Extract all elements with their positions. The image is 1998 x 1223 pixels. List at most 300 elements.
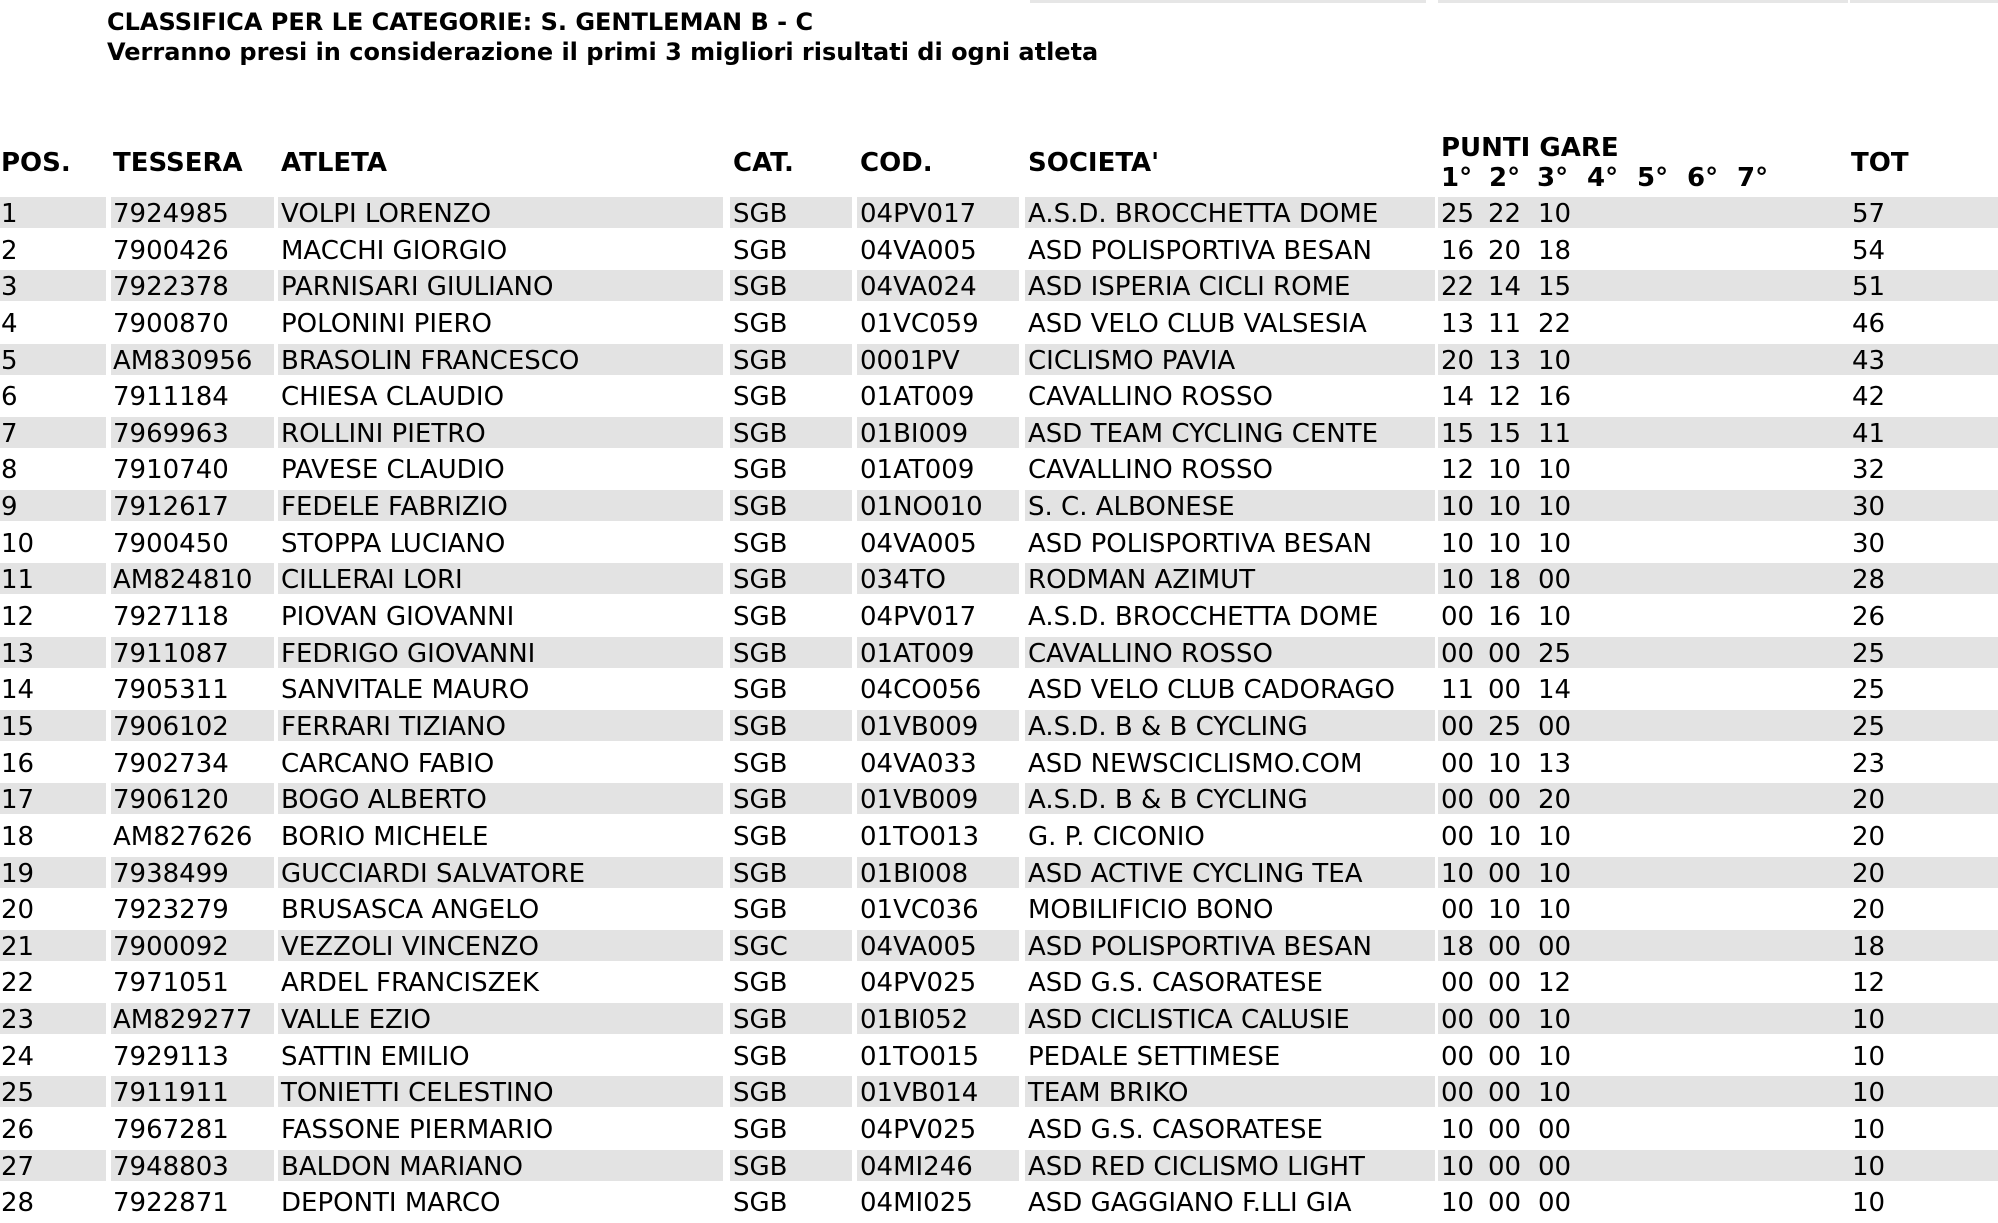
cell-pos: 10 [1, 528, 35, 558]
cell-tot: 10 [1852, 1115, 1886, 1145]
cell-tot: 25 [1848, 637, 1998, 668]
race-header-5: 5° [1637, 163, 1669, 193]
cell-race-3: 20 [1534, 783, 1852, 814]
table-row [0, 197, 1998, 234]
cell-cod: 04MI246 [857, 1150, 1019, 1181]
top-rule [1850, 0, 1998, 3]
cell-cat: SGB [730, 637, 852, 668]
cell-race-3: 10 [1538, 528, 1572, 558]
cell-race-3: 10 [1538, 455, 1572, 485]
table-row [0, 893, 1998, 930]
cell-race-3: 10 [1534, 1076, 1852, 1107]
cell-cod: 04VA024 [857, 270, 1019, 301]
cell-tessera: 7969963 [111, 417, 274, 448]
cell-race-1: 00 [1438, 1076, 1486, 1107]
standings-table-body [0, 197, 1998, 1223]
cell-race-2: 16 [1488, 602, 1522, 632]
cell-pos: 5 [0, 344, 106, 375]
table-row [0, 380, 1998, 417]
cell-race-2: 00 [1486, 857, 1534, 888]
cell-cod: 04CO056 [860, 675, 982, 705]
cell-cod: 01AT009 [860, 382, 975, 412]
page-subtitle: Verranno presi in considerazione il primi 3 migliori risultati di ogni atleta [107, 38, 1099, 66]
cell-race-3: 13 [1538, 748, 1572, 778]
cell-race-2: 00 [1488, 1188, 1522, 1218]
column-header-tot: TOT [1851, 148, 1909, 178]
cell-cat: SGB [730, 1150, 852, 1181]
cell-race-2: 10 [1488, 455, 1522, 485]
cell-race-2: 10 [1486, 490, 1534, 521]
cell-tessera: 7911087 [111, 637, 274, 668]
cell-cod: 04PV025 [860, 968, 977, 998]
cell-race-1: 10 [1438, 563, 1486, 594]
cell-race-1: 10 [1438, 1150, 1486, 1181]
cell-pos: 28 [1, 1188, 35, 1218]
cell-tot: 42 [1852, 382, 1886, 412]
cell-race-3: 00 [1534, 563, 1852, 594]
table-row [0, 1076, 1998, 1113]
cell-societa: ASD POLISPORTIVA BESAN [1028, 528, 1372, 558]
cell-tessera: 7929113 [113, 1041, 229, 1071]
cell-race-2: 10 [1488, 821, 1522, 851]
cell-cod: 04VA005 [860, 528, 977, 558]
cell-cod: 04PV017 [857, 197, 1019, 228]
cell-atleta: VALLE EZIO [278, 1003, 723, 1034]
cell-tot: 20 [1848, 783, 1998, 814]
cell-atleta: STOPPA LUCIANO [281, 528, 506, 558]
cell-societa: A.S.D. BROCCHETTA DOME [1028, 602, 1379, 632]
cell-race-1: 25 [1438, 197, 1486, 228]
race-header-6: 6° [1687, 163, 1719, 193]
cell-tot: 32 [1852, 455, 1886, 485]
cell-cat: SGB [733, 821, 788, 851]
cell-race-1: 22 [1438, 270, 1486, 301]
table-row [0, 710, 1998, 747]
table-row [0, 820, 1998, 857]
cell-societa: CAVALLINO ROSSO [1025, 637, 1435, 668]
cell-cat: SGB [733, 748, 788, 778]
cell-pos: 9 [0, 490, 106, 521]
cell-race-2: 00 [1486, 637, 1534, 668]
cell-pos: 14 [1, 675, 35, 705]
column-header-punti-gare: PUNTI GARE [1441, 133, 1619, 163]
cell-societa: ASD TEAM CYCLING CENTE [1025, 417, 1435, 448]
cell-race-1: 00 [1441, 748, 1475, 778]
cell-race-1: 12 [1441, 455, 1475, 485]
race-header-4: 4° [1587, 163, 1619, 193]
cell-tessera: 7900870 [113, 308, 229, 338]
cell-tot: 25 [1852, 675, 1886, 705]
cell-race-1: 00 [1438, 783, 1486, 814]
cell-societa: ASD G.S. CASORATESE [1028, 1115, 1323, 1145]
cell-tot: 23 [1852, 748, 1886, 778]
table-row [0, 1040, 1998, 1077]
table-row [0, 637, 1998, 674]
cell-pos: 4 [1, 308, 18, 338]
cell-tot: 57 [1848, 197, 1998, 228]
cell-race-3: 00 [1538, 1188, 1572, 1218]
cell-pos: 15 [0, 710, 106, 741]
column-header-atleta: ATLETA [281, 148, 388, 178]
cell-pos: 17 [0, 783, 106, 814]
cell-pos: 21 [0, 930, 106, 961]
cell-societa: A.S.D. B & B CYCLING [1025, 783, 1435, 814]
cell-cod: 01TO013 [860, 821, 980, 851]
cell-race-1: 00 [1438, 710, 1486, 741]
cell-tessera: 7911184 [113, 382, 229, 412]
table-row [0, 417, 1998, 454]
cell-tessera: 7924985 [111, 197, 274, 228]
cell-cod: 04VA005 [860, 235, 977, 265]
column-header-tessera: TESSERA [113, 148, 243, 178]
cell-cat: SGB [730, 783, 852, 814]
cell-atleta: SATTIN EMILIO [281, 1041, 470, 1071]
cell-tessera: AM829277 [111, 1003, 274, 1034]
cell-pos: 7 [0, 417, 106, 448]
cell-race-3: 12 [1538, 968, 1572, 998]
cell-societa: ASD G.S. CASORATESE [1028, 968, 1323, 998]
cell-societa: G. P. CICONIO [1028, 821, 1205, 851]
cell-race-2: 00 [1488, 1041, 1522, 1071]
cell-race-2: 00 [1486, 930, 1534, 961]
cell-race-2: 20 [1488, 235, 1522, 265]
cell-tot: 10 [1848, 1003, 1998, 1034]
cell-race-2: 00 [1486, 783, 1534, 814]
cell-atleta: FEDRIGO GIOVANNI [278, 637, 723, 668]
cell-race-2: 00 [1486, 1076, 1534, 1107]
cell-cat: SGB [730, 710, 852, 741]
cell-race-2: 00 [1486, 1150, 1534, 1181]
cell-pos: 20 [1, 895, 35, 925]
cell-societa: CICLISMO PAVIA [1025, 344, 1435, 375]
cell-tot: 41 [1848, 417, 1998, 448]
cell-cat: SGB [730, 270, 852, 301]
cell-tot: 10 [1852, 1188, 1886, 1218]
cell-societa: A.S.D. BROCCHETTA DOME [1025, 197, 1435, 228]
cell-cat: SGB [730, 563, 852, 594]
cell-race-3: 10 [1538, 1041, 1572, 1071]
race-number-headers [1441, 163, 1801, 193]
cell-cod: 01VB009 [857, 710, 1019, 741]
cell-tessera: 7922871 [113, 1188, 229, 1218]
cell-cod: 01VC059 [860, 308, 979, 338]
cell-pos: 18 [1, 821, 35, 851]
cell-cod: 01VC036 [860, 895, 979, 925]
cell-cod: 04VA005 [857, 930, 1019, 961]
table-row [0, 270, 1998, 307]
cell-societa: ASD POLISPORTIVA BESAN [1028, 235, 1372, 265]
cell-societa: A.S.D. B & B CYCLING [1025, 710, 1435, 741]
cell-societa: ASD CICLISTICA CALUSIE [1025, 1003, 1435, 1034]
cell-atleta: CILLERAI LORI [278, 563, 723, 594]
cell-race-1: 13 [1441, 308, 1475, 338]
column-header-societa: SOCIETA' [1028, 148, 1160, 178]
cell-cod: 01AT009 [857, 637, 1019, 668]
cell-tessera: 7911911 [111, 1076, 274, 1107]
cell-atleta: BOGO ALBERTO [278, 783, 723, 814]
cell-tessera: 7905311 [113, 675, 229, 705]
cell-tot: 20 [1848, 857, 1998, 888]
cell-cod: 04PV025 [860, 1115, 977, 1145]
cell-tessera: 7902734 [113, 748, 229, 778]
cell-societa: PEDALE SETTIMESE [1028, 1041, 1281, 1071]
cell-atleta: MACCHI GIORGIO [281, 235, 508, 265]
cell-societa: ASD NEWSCICLISMO.COM [1028, 748, 1363, 778]
cell-tot: 43 [1848, 344, 1998, 375]
cell-tessera: AM827626 [113, 821, 253, 851]
cell-race-2: 00 [1488, 968, 1522, 998]
cell-societa: ASD GAGGIANO F.LLI GIA [1028, 1188, 1352, 1218]
cell-race-3: 11 [1534, 417, 1852, 448]
cell-cod: 034TO [857, 563, 1019, 594]
cell-pos: 2 [1, 235, 18, 265]
cell-race-3: 16 [1538, 382, 1572, 412]
column-header-cat: CAT. [733, 148, 794, 178]
cell-race-2: 22 [1486, 197, 1534, 228]
table-row [0, 1113, 1998, 1150]
cell-societa: ASD POLISPORTIVA BESAN [1025, 930, 1435, 961]
table-row [0, 234, 1998, 271]
race-header-7: 7° [1737, 163, 1769, 193]
cell-race-2: 00 [1486, 1003, 1534, 1034]
cell-race-3: 14 [1538, 675, 1572, 705]
cell-race-1: 11 [1441, 675, 1475, 705]
cell-race-3: 10 [1534, 490, 1852, 521]
cell-tot: 26 [1852, 602, 1886, 632]
cell-atleta: TONIETTI CELESTINO [278, 1076, 723, 1107]
cell-race-1: 20 [1438, 344, 1486, 375]
cell-tessera: 7906102 [111, 710, 274, 741]
cell-tessera: AM830956 [111, 344, 274, 375]
race-header-2: 2° [1489, 163, 1521, 193]
table-row [0, 673, 1998, 710]
cell-race-1: 00 [1441, 968, 1475, 998]
cell-race-3: 10 [1534, 857, 1852, 888]
cell-tessera: 7927118 [113, 602, 229, 632]
cell-race-2: 10 [1488, 895, 1522, 925]
cell-race-2: 15 [1486, 417, 1534, 448]
cell-tessera: 7900092 [111, 930, 274, 961]
cell-atleta: CARCANO FABIO [281, 748, 495, 778]
cell-societa: S. C. ALBONESE [1025, 490, 1435, 521]
cell-tot: 10 [1852, 1041, 1886, 1071]
cell-race-3: 10 [1534, 197, 1852, 228]
cell-atleta: ARDEL FRANCISZEK [281, 968, 539, 998]
cell-cod: 04MI025 [860, 1188, 973, 1218]
cell-cat: SGC [730, 930, 852, 961]
cell-tessera: 7922378 [111, 270, 274, 301]
cell-race-1: 10 [1441, 528, 1475, 558]
cell-societa: CAVALLINO ROSSO [1028, 382, 1274, 412]
cell-race-3: 22 [1538, 308, 1572, 338]
cell-tot: 46 [1852, 308, 1886, 338]
cell-race-3: 00 [1534, 710, 1852, 741]
cell-tessera: 7948803 [111, 1150, 274, 1181]
cell-race-2: 11 [1488, 308, 1522, 338]
cell-cod: 01AT009 [860, 455, 975, 485]
table-row [0, 857, 1998, 894]
cell-pos: 8 [1, 455, 18, 485]
cell-pos: 19 [0, 857, 106, 888]
table-row [0, 966, 1998, 1003]
cell-atleta: PIOVAN GIOVANNI [281, 602, 515, 632]
cell-cod: 01BI008 [857, 857, 1019, 888]
cell-pos: 27 [0, 1150, 106, 1181]
cell-pos: 23 [0, 1003, 106, 1034]
cell-atleta: FEDELE FABRIZIO [278, 490, 723, 521]
cell-race-3: 00 [1534, 1150, 1852, 1181]
cell-race-1: 15 [1438, 417, 1486, 448]
table-row [0, 600, 1998, 637]
cell-cat: SGB [730, 197, 852, 228]
cell-pos: 1 [0, 197, 106, 228]
cell-atleta: DEPONTI MARCO [281, 1188, 501, 1218]
cell-tot: 30 [1848, 490, 1998, 521]
table-row [0, 1003, 1998, 1040]
cell-race-2: 00 [1488, 675, 1522, 705]
cell-tot: 28 [1848, 563, 1998, 594]
table-row [0, 490, 1998, 527]
cell-race-1: 14 [1441, 382, 1475, 412]
cell-race-3: 00 [1538, 1115, 1572, 1145]
column-header-pos: POS. [1, 148, 71, 178]
cell-cat: SGB [733, 1188, 788, 1218]
cell-cat: SGB [733, 235, 788, 265]
cell-pos: 11 [0, 563, 106, 594]
cell-race-1: 00 [1438, 1003, 1486, 1034]
cell-atleta: BRASOLIN FRANCESCO [278, 344, 723, 375]
cell-cod: 01BI052 [857, 1003, 1019, 1034]
cell-cat: SGB [733, 382, 788, 412]
cell-race-1: 10 [1441, 1115, 1475, 1145]
cell-cat: SGB [733, 968, 788, 998]
table-row [0, 453, 1998, 490]
cell-atleta: SANVITALE MAURO [281, 675, 530, 705]
cell-race-1: 00 [1441, 1041, 1475, 1071]
cell-tessera: 7910740 [113, 455, 229, 485]
cell-pos: 26 [1, 1115, 35, 1145]
cell-cat: SGB [733, 675, 788, 705]
cell-race-1: 10 [1441, 1188, 1475, 1218]
cell-race-1: 10 [1438, 490, 1486, 521]
page-title: CLASSIFICA PER LE CATEGORIE: S. GENTLEMAN B - C [107, 8, 814, 36]
top-rule [1438, 0, 1848, 3]
cell-race-1: 18 [1438, 930, 1486, 961]
cell-tessera: 7967281 [113, 1115, 229, 1145]
cell-tessera: 7923279 [113, 895, 229, 925]
race-header-3: 3° [1537, 163, 1569, 193]
table-row [0, 783, 1998, 820]
cell-pos: 24 [1, 1041, 35, 1071]
cell-atleta: GUCCIARDI SALVATORE [278, 857, 723, 888]
cell-atleta: BORIO MICHELE [281, 821, 489, 851]
cell-pos: 22 [1, 968, 35, 998]
cell-cat: SGB [733, 308, 788, 338]
cell-cat: SGB [730, 857, 852, 888]
table-row [0, 307, 1998, 344]
cell-cat: SGB [730, 1076, 852, 1107]
cell-atleta: BRUSASCA ANGELO [281, 895, 540, 925]
cell-tessera: 7912617 [111, 490, 274, 521]
cell-tot: 12 [1852, 968, 1886, 998]
cell-tessera: 7900450 [113, 528, 229, 558]
cell-race-1: 00 [1441, 602, 1475, 632]
cell-tessera: AM824810 [111, 563, 274, 594]
cell-societa: ASD RED CICLISMO LIGHT [1025, 1150, 1435, 1181]
table-row [0, 1186, 1998, 1223]
cell-cat: SGB [733, 602, 788, 632]
table-row [0, 1150, 1998, 1187]
cell-pos: 25 [0, 1076, 106, 1107]
column-header-cod: COD. [860, 148, 933, 178]
cell-societa: CAVALLINO ROSSO [1028, 455, 1274, 485]
table-row [0, 527, 1998, 564]
cell-atleta: POLONINI PIERO [281, 308, 492, 338]
cell-race-2: 10 [1488, 528, 1522, 558]
cell-race-3: 18 [1538, 235, 1572, 265]
cell-societa: ASD VELO CLUB VALSESIA [1028, 308, 1367, 338]
cell-race-3: 10 [1538, 895, 1572, 925]
cell-tot: 18 [1848, 930, 1998, 961]
cell-cat: SGB [733, 895, 788, 925]
cell-race-1: 00 [1438, 637, 1486, 668]
cell-atleta: BALDON MARIANO [278, 1150, 723, 1181]
cell-atleta: CHIESA CLAUDIO [281, 382, 505, 412]
table-row [0, 747, 1998, 784]
cell-cod: 04VA033 [860, 748, 977, 778]
cell-cat: SGB [733, 1041, 788, 1071]
cell-race-3: 10 [1534, 344, 1852, 375]
cell-cod: 01NO010 [857, 490, 1019, 521]
cell-societa: ASD VELO CLUB CADORAGO [1028, 675, 1395, 705]
race-header-1: 1° [1441, 163, 1473, 193]
cell-tot: 51 [1848, 270, 1998, 301]
cell-race-3: 10 [1534, 1003, 1852, 1034]
cell-cod: 01TO015 [860, 1041, 980, 1071]
cell-cat: SGB [733, 1115, 788, 1145]
cell-cod: 04PV017 [860, 602, 977, 632]
cell-cat: SGB [733, 528, 788, 558]
cell-tot: 20 [1852, 821, 1886, 851]
table-row [0, 344, 1998, 381]
cell-cod: 01BI009 [857, 417, 1019, 448]
cell-race-1: 00 [1441, 821, 1475, 851]
cell-atleta: PARNISARI GIULIANO [278, 270, 723, 301]
cell-cat: SGB [730, 417, 852, 448]
cell-societa: ASD ACTIVE CYCLING TEA [1025, 857, 1435, 888]
cell-race-2: 25 [1486, 710, 1534, 741]
cell-race-3: 10 [1538, 821, 1572, 851]
cell-cat: SGB [733, 455, 788, 485]
cell-atleta: PAVESE CLAUDIO [281, 455, 505, 485]
cell-pos: 12 [1, 602, 35, 632]
cell-race-2: 14 [1486, 270, 1534, 301]
cell-societa: MOBILIFICIO BONO [1028, 895, 1274, 925]
cell-race-1: 16 [1441, 235, 1475, 265]
cell-tot: 10 [1848, 1150, 1998, 1181]
cell-cod: 0001PV [857, 344, 1019, 375]
cell-tessera: 7938499 [111, 857, 274, 888]
cell-atleta: VEZZOLI VINCENZO [278, 930, 723, 961]
cell-tessera: 7906120 [111, 783, 274, 814]
cell-race-2: 12 [1488, 382, 1522, 412]
cell-pos: 16 [1, 748, 35, 778]
top-rule [1030, 0, 1426, 3]
cell-race-2: 13 [1486, 344, 1534, 375]
cell-tessera: 7971051 [113, 968, 229, 998]
cell-tot: 54 [1852, 235, 1886, 265]
cell-societa: RODMAN AZIMUT [1025, 563, 1435, 594]
